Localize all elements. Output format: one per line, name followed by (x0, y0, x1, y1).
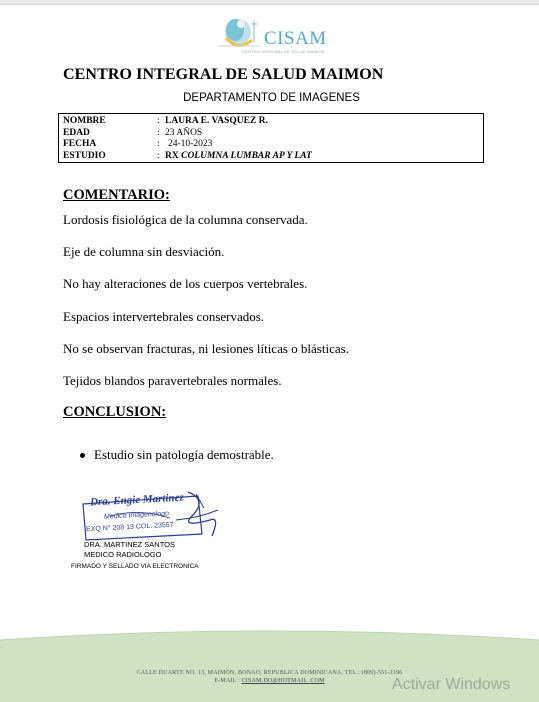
footer-address: CALLE DUARTE NO. 13, MAIMÓN, BONAO, REPUBLICA DOMINICANA, TEL.: (809)-551-2196 (136, 670, 403, 676)
stamp-role: Medico Imagenologo (103, 510, 170, 521)
info-row-name (63, 116, 483, 128)
finding-item: No hay alteraciones de los cuerpos vertebrales. (63, 276, 308, 291)
stamp-name: Dra. Engie Martinez (89, 491, 185, 509)
doctor-title: MEDICO RADIOLOGO (84, 550, 162, 559)
logo-wordmark: CISAM (264, 28, 327, 49)
electronic-signature-note: FIRMADO Y SELLADO VIA ELECTRONICA (71, 563, 199, 570)
colon: : (157, 116, 160, 126)
footer-email: CISAM.DO@HOTMAIL .COM (241, 678, 325, 684)
info-row-study (63, 151, 483, 163)
study-prefix: RX (165, 150, 179, 161)
study-value (165, 151, 312, 163)
info-row-age (63, 128, 483, 140)
stamp-exequatur: EXQ N° 208 13 COL. 23557 (85, 521, 174, 534)
logo-subtitle: CENTRO INTEGRAL DE SALUD MAIMON (242, 49, 325, 54)
finding-item: No se observan fracturas, ni lesiones líticas o blásticas. (63, 341, 349, 356)
study-name: COLUMNA LUMBAR AP Y LAT (181, 150, 312, 161)
age-label: EDAD (63, 127, 90, 138)
activation-watermark: Activar Windows (392, 676, 511, 693)
cisam-logo (208, 12, 338, 58)
date-label: FECHA (63, 139, 97, 149)
finding-item: Espacios intervertebrales conservados. (63, 309, 265, 324)
institution-title: CENTRO INTEGRAL DE SALUD MAIMON (63, 66, 384, 83)
colon: : (157, 127, 160, 138)
top-border (0, 0, 539, 5)
patient-info-box (58, 113, 484, 163)
finding-item: Tejidos blandos paravertebrales normales. (63, 373, 282, 388)
comment-heading: COMENTARIO: (63, 187, 170, 203)
colon: : (157, 139, 160, 149)
colon: : (157, 150, 160, 161)
footer-email-label: E-MAIL : (214, 678, 242, 684)
study-label: ESTUDIO (63, 150, 106, 161)
name-value: LAURA E. VASQUEZ R. (165, 116, 268, 126)
conclusion-text: Estudio sin patología demostrable. (94, 447, 274, 462)
doctor-name: DRA. MARTINEZ SANTOS (84, 540, 175, 549)
signature-block (84, 540, 175, 560)
age-value: 23 AÑOS (165, 127, 203, 138)
department-title: DEPARTAMENTO DE IMAGENES (183, 92, 360, 104)
conclusion-heading: CONCLUSION: (63, 404, 167, 420)
bullet-icon (80, 453, 85, 458)
date-value: 24-10-2023 (168, 139, 213, 149)
name-label: NOMBRE (63, 116, 106, 126)
info-row-date (63, 139, 483, 151)
finding-item: Eje de columna sin desviación. (63, 244, 225, 259)
finding-item: Lordosis fisiológica de la columna conservada. (63, 212, 308, 227)
conclusion-item (80, 447, 274, 463)
